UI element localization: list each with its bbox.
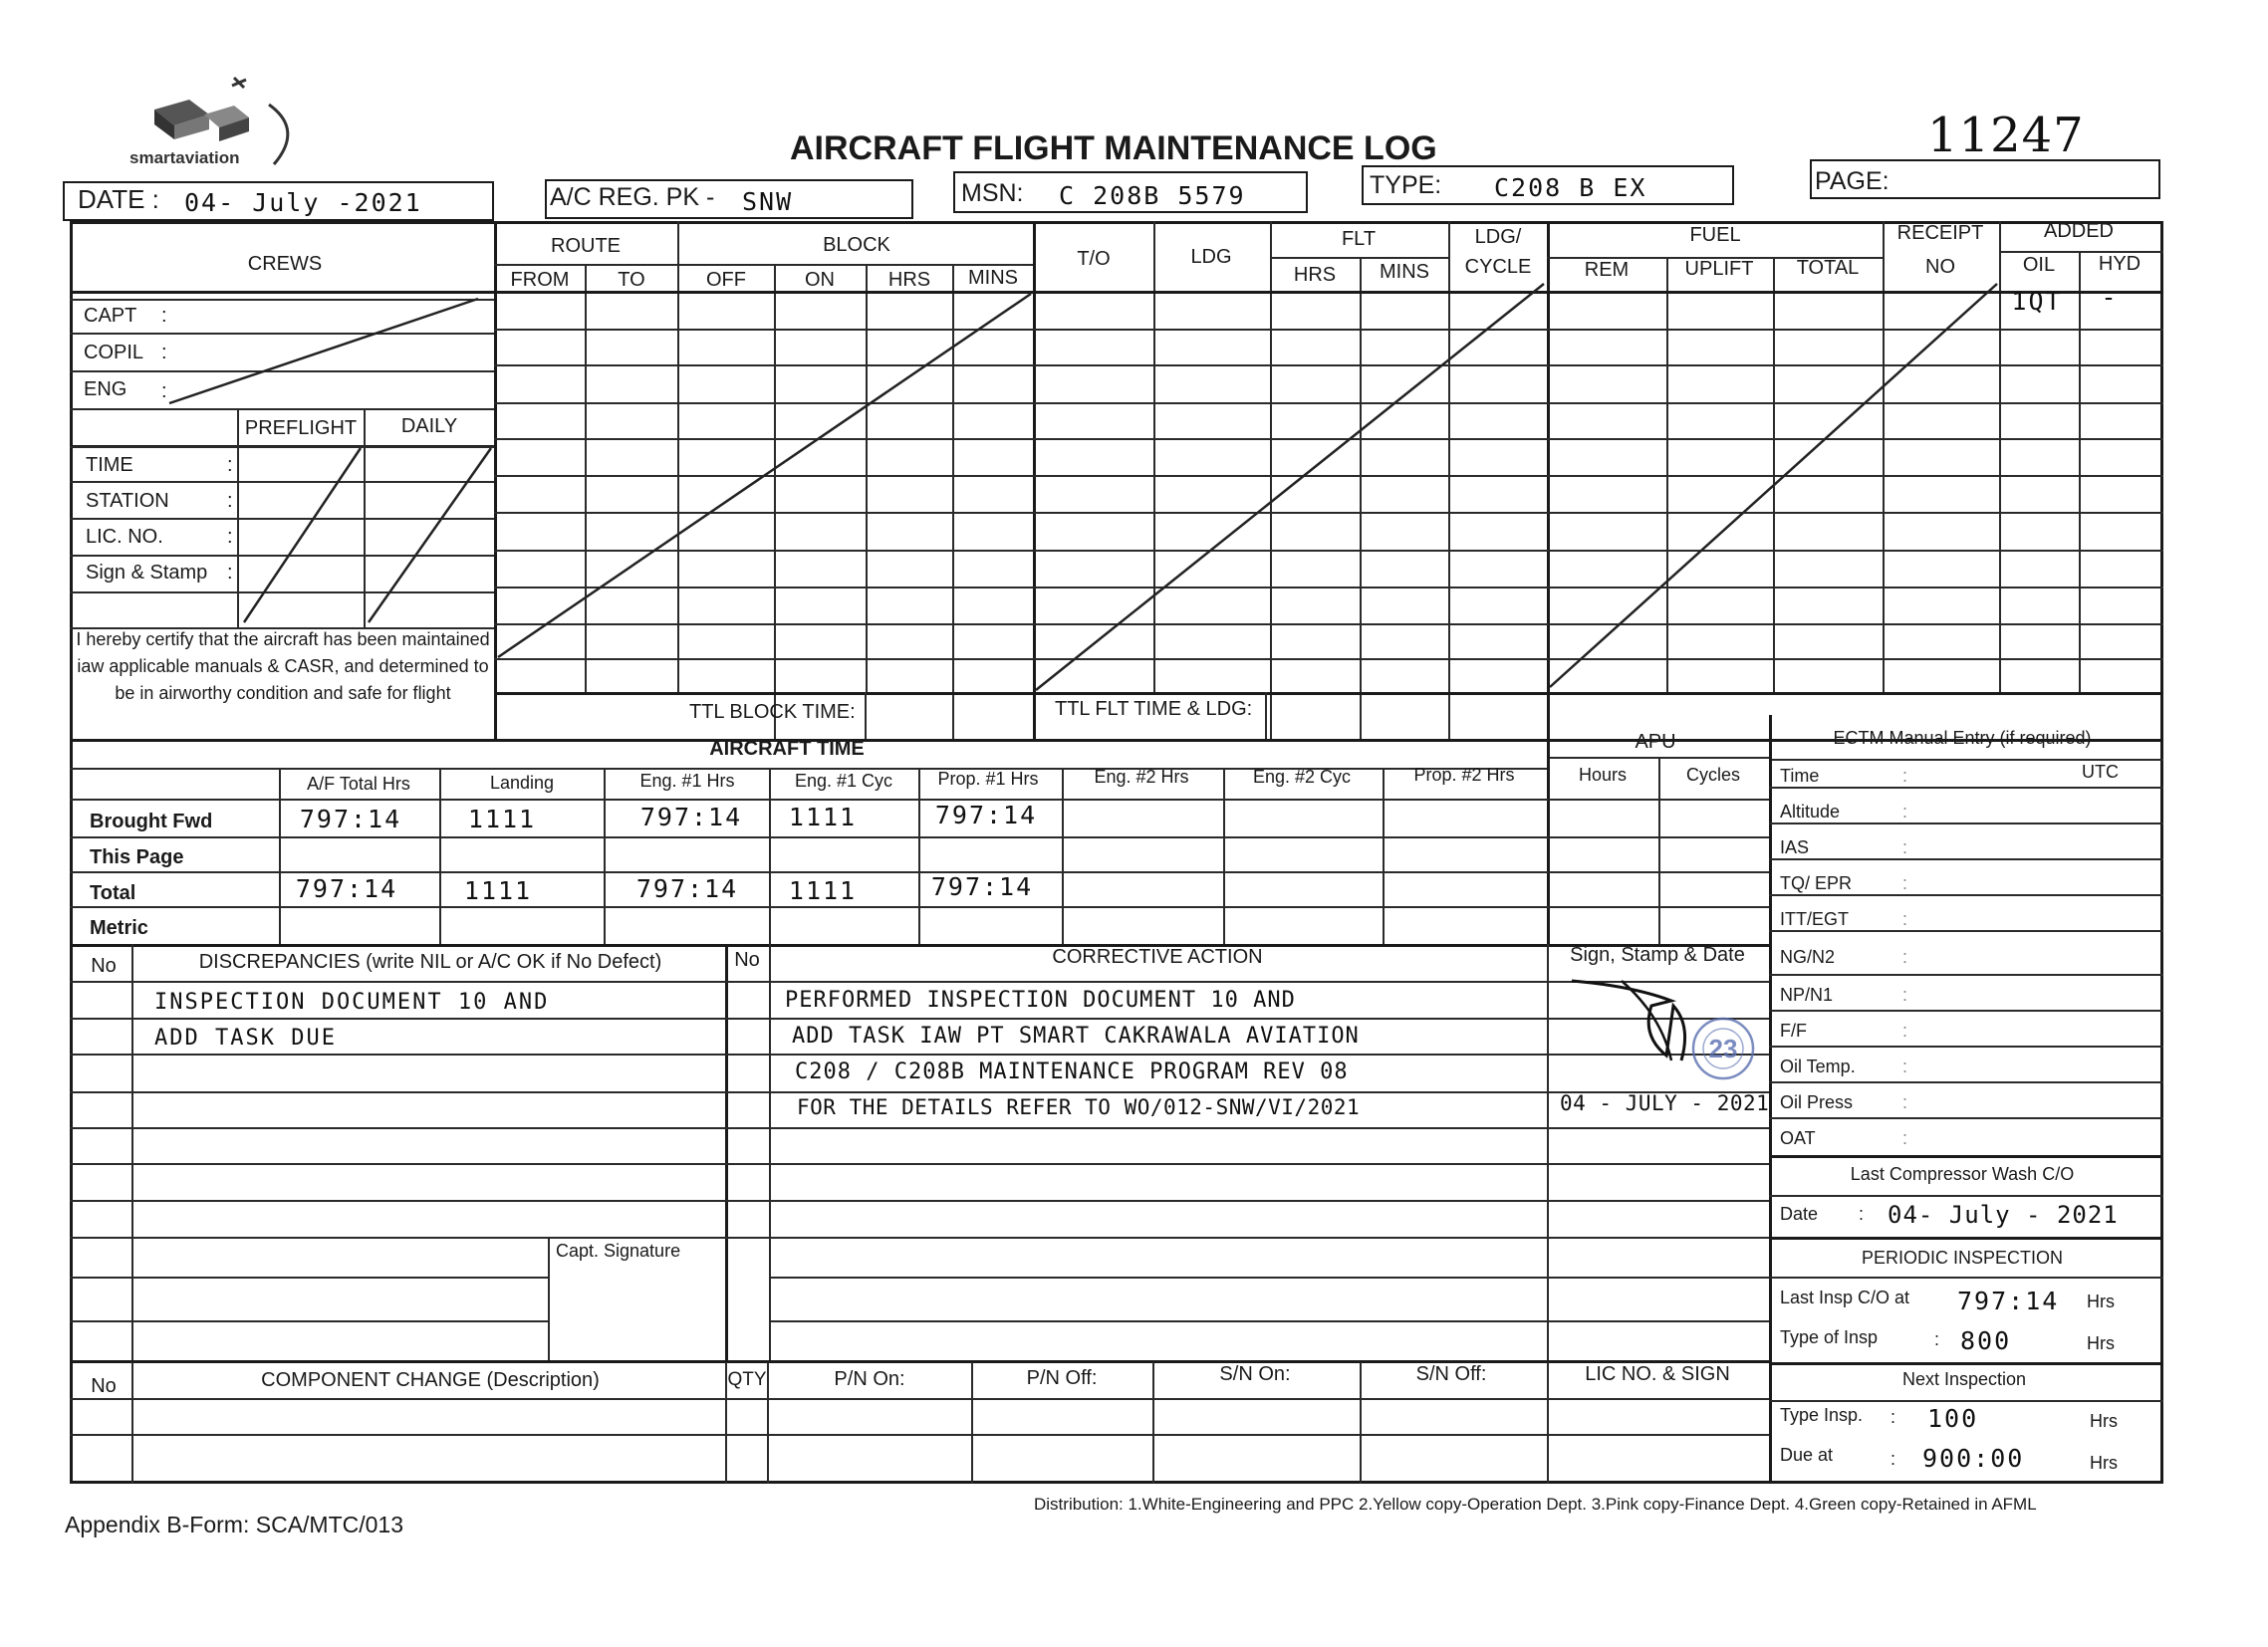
ectm-itt-label: ITT/EGT — [1780, 909, 1849, 929]
takeoff-header: T/O — [1077, 248, 1111, 270]
prop1-hrs-header: Prop. #1 Hrs — [937, 769, 1039, 789]
block-header: BLOCK — [823, 234, 890, 256]
crews-header: CREWS — [247, 253, 323, 275]
crew-eng-label: ENG — [84, 378, 127, 400]
sign-date-value: 04 - JULY - 2021 — [1560, 1091, 1770, 1115]
ectm-oil-press-label: Oil Press — [1780, 1092, 1854, 1112]
stamp-number: 23 — [1708, 1034, 1738, 1063]
brand-name: smartaviation — [129, 148, 240, 167]
ectm-oil-temp-label: Oil Temp. — [1780, 1057, 1856, 1076]
due-at-value: 900:00 — [1922, 1444, 2025, 1473]
component-sn-off-header: S/N Off: — [1415, 1363, 1487, 1385]
oil-header: OIL — [2022, 254, 2056, 276]
brought-fwd-prop1-hrs: 797:14 — [934, 801, 1038, 829]
ectm-oat-label: OAT — [1780, 1128, 1816, 1148]
ac-reg-label: A/C REG. PK - — [550, 183, 715, 211]
type-label: TYPE: — [1370, 171, 1442, 199]
ectm-altitude-label: Altitude — [1780, 802, 1841, 822]
msn-value: C 208B 5579 — [1059, 181, 1246, 210]
sign-row-label: Sign & Stamp — [86, 562, 208, 584]
ttl-flt-time-label: TTL FLT TIME & LDG: — [1055, 698, 1253, 720]
ectm-ng-label: NG/N2 — [1780, 947, 1836, 967]
hyd-header: HYD — [2098, 253, 2142, 275]
sign-stamp-date-header: Sign, Stamp & Date — [1570, 944, 1745, 966]
uplift-header: UPLIFT — [1684, 258, 1754, 280]
eng1-hrs-header: Eng. #1 Hrs — [639, 771, 735, 791]
eng2-cyc-header: Eng. #2 Cyc — [1252, 767, 1352, 787]
route-header: ROUTE — [551, 235, 621, 257]
fuel-header: FUEL — [1689, 224, 1741, 246]
sign-row-colon: : — [227, 562, 233, 584]
hyd-added-value: - — [2101, 283, 2119, 312]
af-total-hrs-header: A/F Total Hrs — [307, 774, 410, 794]
ectm-ng-colon: : — [1902, 947, 1908, 967]
brought-fwd-af-hrs: 797:14 — [299, 805, 402, 833]
total-eng1-cyc: 1111 — [788, 876, 858, 905]
compressor-wash-date-colon: : — [1859, 1204, 1865, 1224]
form-reference: Appendix B-Form: SCA/MTC/013 — [65, 1512, 404, 1537]
from-header: FROM — [510, 269, 570, 291]
component-qty-header: QTY — [727, 1369, 767, 1390]
corrective-line-1: PERFORMED INSPECTION DOCUMENT 10 AND — [785, 988, 1296, 1013]
last-insp-value: 797:14 — [1957, 1287, 2060, 1315]
periodic-inspection-header: PERIODIC INSPECTION — [1861, 1248, 2064, 1268]
rem-header: REM — [1584, 259, 1630, 281]
ldg-cycle-header-1: LDG/ — [1474, 226, 1522, 248]
crew-capt-label: CAPT — [84, 305, 137, 327]
page-label: PAGE: — [1815, 167, 1890, 195]
ectm-np-colon: : — [1902, 985, 1908, 1005]
prop2-hrs-header: Prop. #2 Hrs — [1413, 765, 1515, 785]
serial-number: 11247 — [1927, 108, 2085, 163]
ectm-itt-colon: : — [1902, 909, 1908, 929]
ectm-oil-temp-colon: : — [1902, 1057, 1908, 1076]
station-row-colon: : — [227, 490, 233, 512]
last-insp-hrs: Hrs — [2087, 1292, 2115, 1311]
to-header: TO — [618, 269, 645, 291]
compressor-wash-date-label: Date — [1780, 1204, 1819, 1224]
crew-eng-colon: : — [161, 380, 167, 402]
type-insp-value: 800 — [1960, 1326, 2012, 1355]
total-landing: 1111 — [463, 876, 533, 905]
block-mins-header: MINS — [968, 267, 1018, 289]
type-insp-label: Type of Insp — [1780, 1327, 1879, 1347]
brought-fwd-landing: 1111 — [467, 805, 537, 833]
date-label: DATE : — [78, 184, 159, 214]
station-row-label: STATION — [86, 490, 169, 512]
form-title: AIRCRAFT FLIGHT MAINTENANCE LOG — [790, 129, 1437, 167]
landing-header: Landing — [489, 773, 555, 793]
eng2-hrs-header: Eng. #2 Hrs — [1094, 767, 1189, 787]
due-at-label: Due at — [1780, 1445, 1834, 1465]
metric-label: Metric — [90, 917, 148, 939]
corrective-line-4: FOR THE DETAILS REFER TO WO/012-SNW/VI/2021 — [797, 1095, 1361, 1119]
component-no-header: No — [91, 1375, 117, 1397]
total-prop1-hrs: 797:14 — [930, 872, 1034, 901]
due-at-colon: : — [1890, 1449, 1896, 1469]
component-lic-sign-header: LIC NO. & SIGN — [1585, 1363, 1730, 1385]
time-row-label: TIME — [86, 454, 133, 476]
ectm-oat-colon: : — [1902, 1128, 1908, 1148]
compressor-wash-header: Last Compressor Wash C/O — [1850, 1164, 2075, 1184]
off-header: OFF — [706, 269, 746, 291]
next-type-insp-label: Type Insp. — [1780, 1405, 1864, 1425]
ectm-oil-press-colon: : — [1902, 1092, 1908, 1112]
due-at-hrs: Hrs — [2090, 1453, 2118, 1473]
apu-hours-header: Hours — [1578, 765, 1628, 785]
next-type-insp-hrs: Hrs — [2090, 1411, 2118, 1431]
corrective-line-2: ADD TASK IAW PT SMART CAKRAWALA AVIATION — [792, 1024, 1360, 1049]
next-type-insp-value: 100 — [1927, 1404, 1979, 1433]
ac-reg-value: SNW — [742, 187, 794, 216]
aircraft-time-header: AIRCRAFT TIME — [709, 738, 865, 760]
ectm-tq-label: TQ/ EPR — [1780, 873, 1853, 893]
component-description-header: COMPONENT CHANGE (Description) — [261, 1369, 600, 1391]
brought-fwd-label: Brought Fwd — [90, 811, 213, 832]
time-row-colon: : — [227, 454, 233, 476]
ldg-cycle-header-2: CYCLE — [1464, 256, 1532, 278]
receipt-header-1: RECEIPT — [1896, 222, 1984, 244]
brought-fwd-eng1-hrs: 797:14 — [639, 803, 743, 831]
flt-hrs-header: HRS — [1293, 264, 1337, 286]
distribution-note: Distribution: 1.White-Engineering and PPC 2.Yellow copy-Operation Dept. 3.Pink copy-Finance Dept. 4.Green copy-Retained in AFML — [1034, 1495, 2037, 1514]
type-insp-hrs: Hrs — [2087, 1333, 2115, 1353]
ectm-ff-colon: : — [1902, 1021, 1908, 1041]
next-inspection-header: Next Inspection — [1901, 1369, 2027, 1389]
preflight-header: PREFLIGHT — [244, 417, 358, 439]
ectm-utc-label: UTC — [2082, 762, 2119, 782]
brought-fwd-eng1-cyc: 1111 — [788, 803, 858, 831]
certification-text: I hereby certify that the aircraft has been maintained iaw applicable manuals & CASR, and determined to be in airworthy condition and safe for flight — [76, 629, 490, 703]
flt-header: FLT — [1341, 228, 1377, 250]
receipt-header-2: NO — [1925, 256, 1955, 278]
ectm-altitude-colon: : — [1902, 802, 1908, 822]
ectm-header: ECTM Manual Entry (if required) — [1833, 728, 2092, 748]
eng1-cyc-header: Eng. #1 Cyc — [794, 771, 893, 791]
apu-header: APU — [1635, 731, 1676, 753]
ectm-time-label: Time — [1780, 766, 1820, 786]
crew-copil-label: COPIL — [84, 342, 144, 363]
total-af-hrs: 797:14 — [295, 874, 398, 903]
next-type-insp-colon: : — [1890, 1407, 1896, 1427]
ectm-time-colon: : — [1902, 766, 1908, 786]
total-label: Total — [90, 882, 136, 904]
component-sn-on-header: S/N On: — [1219, 1363, 1291, 1385]
corrective-no-header: No — [734, 949, 760, 971]
component-pn-on-header: P/N On: — [834, 1368, 905, 1390]
msn-label: MSN: — [961, 179, 1024, 207]
ldg-header: LDG — [1190, 246, 1232, 268]
last-insp-label: Last Insp C/O at — [1780, 1288, 1910, 1307]
crew-capt-colon: : — [161, 305, 167, 327]
oil-added-value: 1QT — [2011, 287, 2063, 316]
ectm-ias-label: IAS — [1780, 837, 1810, 857]
corrective-line-3: C208 / C208B MAINTENANCE PROGRAM REV 08 — [795, 1059, 1349, 1084]
lic-row-label: LIC. NO. — [86, 526, 163, 548]
total-fuel-header: TOTAL — [1796, 257, 1860, 279]
ttl-block-time-label: TTL BLOCK TIME: — [689, 701, 856, 723]
apu-cycles-header: Cycles — [1685, 765, 1741, 785]
discrepancy-line-1: INSPECTION DOCUMENT 10 AND — [154, 990, 550, 1015]
added-header: ADDED — [2043, 220, 2115, 242]
flt-mins-header: MINS — [1380, 261, 1429, 283]
date-value: 04- July -2021 — [184, 188, 422, 217]
ectm-tq-colon: : — [1902, 873, 1908, 893]
block-hrs-header: HRS — [887, 269, 931, 291]
type-insp-colon: : — [1934, 1329, 1940, 1349]
discrepancies-header: DISCREPANCIES (write NIL or A/C OK if No Defect) — [198, 951, 662, 973]
ectm-ff-label: F/F — [1780, 1021, 1807, 1041]
crew-copil-colon: : — [161, 342, 167, 363]
compressor-wash-date-value: 04- July - 2021 — [1888, 1201, 2119, 1229]
type-value: C208 B EX — [1494, 173, 1647, 202]
discrepancy-no-header: No — [91, 955, 117, 977]
this-page-label: This Page — [90, 846, 184, 868]
on-header: ON — [805, 269, 835, 291]
total-eng1-hrs: 797:14 — [635, 874, 739, 903]
discrepancy-line-2: ADD TASK DUE — [154, 1026, 337, 1051]
ectm-np-label: NP/N1 — [1780, 985, 1834, 1005]
daily-header: DAILY — [400, 415, 458, 437]
ectm-ias-colon: : — [1902, 837, 1908, 857]
corrective-action-header: CORRECTIVE ACTION — [1052, 946, 1263, 968]
lic-row-colon: : — [227, 526, 233, 548]
component-pn-off-header: P/N Off: — [1026, 1367, 1098, 1389]
capt-signature-label: Capt. Signature — [556, 1241, 681, 1261]
